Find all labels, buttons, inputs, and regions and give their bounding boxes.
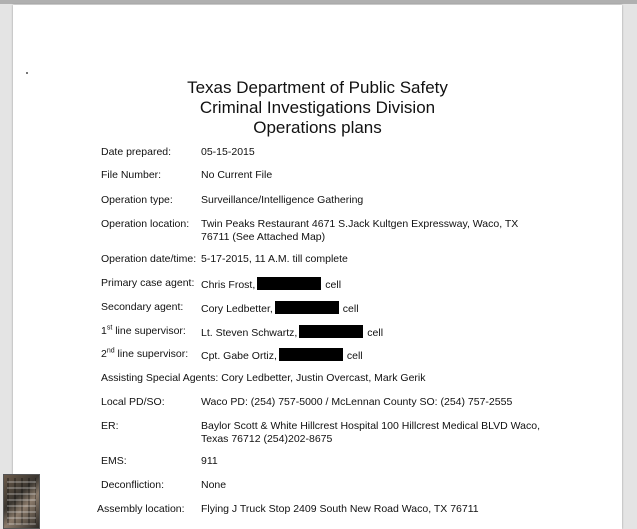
primary-agent-cell: cell (325, 279, 342, 291)
value-first-line-supervisor (201, 325, 531, 340)
header-division: Criminal Investigations Division (199, 98, 436, 117)
label-rest: line supervisor: (112, 325, 186, 337)
document-page (13, 5, 622, 529)
label-secondary-agent: Secondary agent: (101, 301, 184, 313)
value-assisting-agents: Cory Ledbetter, Justin Overcast, Mark Gerik (221, 372, 426, 384)
header-document-type: Operations plans (253, 118, 382, 137)
value-secondary-agent (201, 301, 531, 316)
label-deconfliction: Deconfliction: (101, 479, 165, 491)
label-num: 2 (101, 348, 107, 360)
thumbnail-image (7, 478, 36, 525)
first-supervisor-name: Lt. Steven Schwartz, (201, 327, 298, 339)
value-ems: 911 (201, 455, 218, 467)
scan-speck (26, 72, 28, 74)
secondary-agent-cell: cell (342, 303, 359, 315)
label-operation-datetime: Operation date/time: (101, 253, 197, 265)
value-file-number: No Current File (201, 169, 273, 181)
label-local-pd: Local PD/SO: (101, 396, 165, 408)
label-operation-type: Operation type: (101, 194, 173, 206)
header-agency: Texas Department of Public Safety (187, 78, 448, 97)
label-operation-location: Operation location: (101, 218, 190, 230)
label-rest: line supervisor: (114, 348, 189, 360)
value-operation-location: Twin Peaks Restaurant 4671 S.Jack Kultgen Expressway, Waco, TX 76711 (See Attached Map) (201, 218, 519, 243)
primary-agent-name: Chris Frost, (201, 279, 256, 291)
value-assembly-location: Flying J Truck Stop 2409 South New Road Waco, TX 76711 (201, 503, 479, 515)
label-assembly-location: Assembly location: (97, 503, 185, 515)
first-supervisor-cell: cell (367, 327, 384, 339)
secondary-agent-name: Cory Ledbetter, (201, 303, 273, 315)
assisting-label-text: Assisting Special Agents: (101, 372, 219, 384)
redaction-bar (275, 301, 339, 314)
redaction-bar (299, 325, 363, 338)
label-file-number: File Number: (101, 169, 162, 181)
value-operation-datetime: 5-17-2015, 11 A.M. till complete (201, 253, 348, 265)
redaction-bar (257, 277, 321, 290)
label-sup: st (106, 324, 113, 332)
label-primary-case-agent: Primary case agent: (101, 277, 195, 289)
label-er: ER: (101, 420, 119, 432)
label-first-line-supervisor (101, 325, 186, 338)
value-second-line-supervisor (201, 348, 531, 363)
redaction-bar (279, 348, 343, 361)
second-supervisor-name: Cpt. Gabe Ortiz, (201, 350, 277, 362)
value-primary-case-agent (201, 277, 531, 292)
label-ems: EMS: (101, 455, 127, 467)
label-assisting-agents (101, 372, 426, 385)
document-header (13, 78, 622, 138)
second-supervisor-cell: cell (346, 350, 363, 362)
value-operation-type: Surveillance/Intelligence Gathering (201, 194, 364, 206)
value-deconfliction: None (201, 479, 227, 491)
page-thumbnail[interactable] (3, 474, 40, 529)
value-date-prepared: 05-15-2015 (201, 146, 255, 158)
label-second-line-supervisor (101, 348, 188, 361)
value-er: Baylor Scott & White Hillcrest Hospital 100 Hillcrest Medical BLVD Waco, Texas 76712 (254)202-8675 (201, 420, 541, 445)
label-date-prepared: Date prepared: (101, 146, 172, 158)
viewer-top-border (0, 0, 637, 4)
value-local-pd: Waco PD: (254) 757-5000 / McLennan County SO: (254) 757-2555 (201, 396, 513, 408)
label-sup: nd (106, 347, 115, 355)
label-num: 1 (101, 325, 107, 337)
